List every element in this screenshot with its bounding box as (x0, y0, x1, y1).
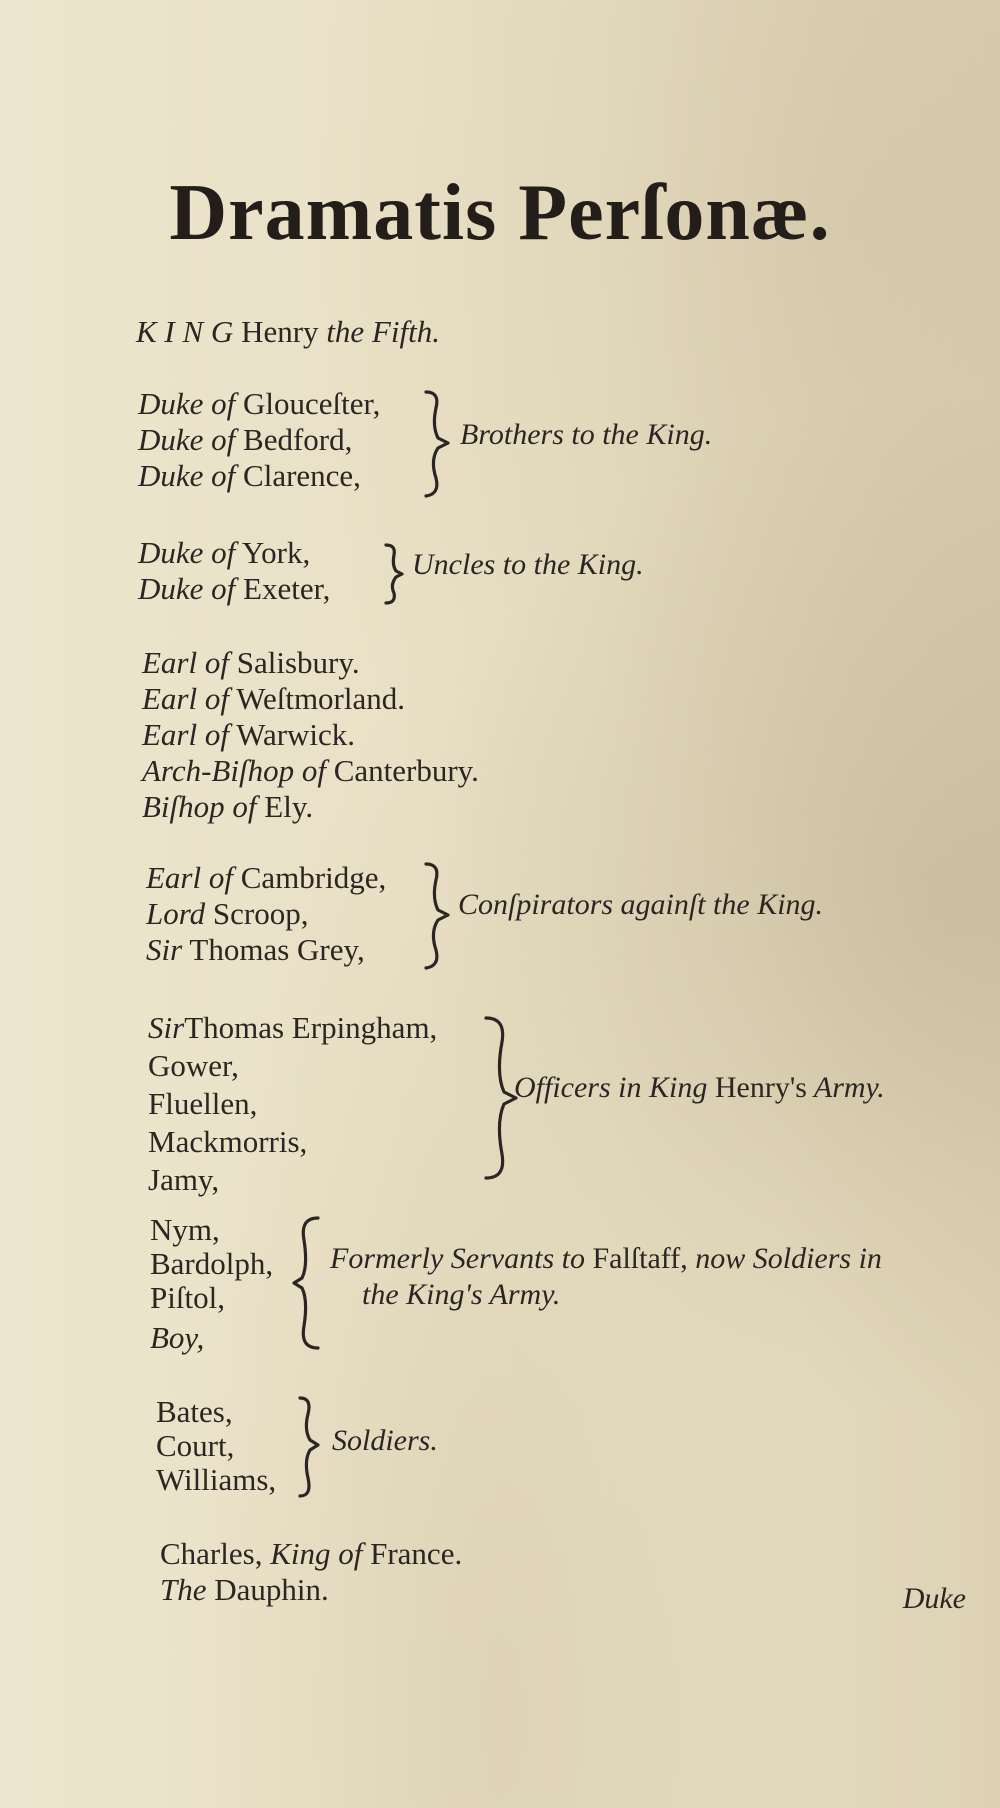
cast-title: Earl of (146, 860, 233, 895)
cast-name: Thomas Grey, (189, 932, 365, 967)
cast-name: Exeter, (243, 571, 331, 606)
cast-line (148, 1086, 257, 1122)
brace-glyph (378, 541, 406, 607)
cast-name: Jamy, (148, 1162, 220, 1197)
cast-title: The (160, 1572, 207, 1607)
cast-name: Boy, (150, 1320, 205, 1355)
cast-line (138, 571, 330, 607)
king-label: K I N G (136, 314, 234, 349)
group-note-uncles: Uncles to the King. (412, 548, 644, 581)
cast-name: Glouceſter, (243, 386, 381, 421)
cast-title: Arch-Biſhop of (142, 753, 326, 788)
brace-glyph (416, 858, 456, 972)
group-note-servants-line1 (330, 1242, 882, 1276)
cast-name: Nym, (150, 1212, 220, 1247)
cast-name: Ely. (264, 789, 314, 824)
cast-title: Earl of (142, 717, 229, 752)
cast-line (138, 535, 310, 571)
cast-line (150, 1280, 225, 1316)
cast-title: King of (270, 1536, 363, 1571)
cast-line (156, 1394, 233, 1430)
brace-glyph (416, 386, 456, 500)
note-text: Army. (813, 1071, 885, 1104)
cast-name: Bardolph, (150, 1246, 274, 1281)
cast-name: Piſtol, (150, 1280, 225, 1315)
cast-place: France. (370, 1536, 463, 1571)
cast-name: Weſtmorland. (236, 681, 406, 716)
cast-title: Biſhop of (142, 789, 257, 824)
cast-line (156, 1428, 234, 1464)
cast-name: Thomas Erpingham, (184, 1010, 438, 1045)
note-text: Formerly Servants to (330, 1242, 585, 1275)
cast-title: Duke of (138, 386, 236, 421)
cast-line (160, 1536, 462, 1572)
cast-title: Lord (146, 896, 206, 931)
cast-title: Duke of (138, 535, 236, 570)
cast-name: Dauphin. (214, 1572, 329, 1607)
cast-name: Williams, (156, 1462, 277, 1497)
note-name: Falſtaff, (592, 1242, 688, 1275)
note-text: Officers in King (514, 1071, 708, 1104)
cast-title: Sir (148, 1010, 185, 1045)
cast-line (142, 717, 355, 753)
king-line (136, 314, 440, 350)
cast-line (138, 422, 352, 458)
king-epithet: the Fifth. (326, 314, 440, 349)
cast-line (150, 1320, 204, 1356)
cast-line (148, 1162, 219, 1198)
cast-name: Mackmorris, (148, 1124, 308, 1159)
cast-line (156, 1462, 276, 1498)
cast-line (142, 681, 405, 717)
cast-name: Scroop, (212, 896, 309, 931)
group-note-brothers: Brothers to the King. (460, 418, 713, 451)
cast-line (138, 386, 380, 422)
cast-title: Duke of (138, 458, 236, 493)
brace-glyph (290, 1212, 330, 1354)
king-name: Henry (241, 314, 319, 349)
cast-title: Duke of (138, 422, 236, 457)
cast-name: Salisbury. (236, 645, 360, 680)
cast-line (142, 789, 313, 825)
cast-line (160, 1572, 329, 1608)
cast-name: Gower, (148, 1048, 239, 1083)
cast-name: York, (241, 535, 311, 570)
cast-line (146, 896, 308, 932)
group-note-soldiers: Soldiers. (332, 1424, 438, 1457)
cast-name: Clarence, (243, 458, 361, 493)
cast-name: Charles, (160, 1536, 263, 1571)
cast-name: Cambridge, (240, 860, 387, 895)
cast-name: Court, (156, 1428, 235, 1463)
catchword: Duke (902, 1582, 966, 1615)
cast-line (150, 1246, 273, 1282)
cast-line (146, 932, 365, 968)
cast-line (148, 1048, 239, 1084)
cast-line (150, 1212, 220, 1248)
cast-title: Earl of (142, 681, 229, 716)
cast-title: Duke of (138, 571, 236, 606)
cast-name: Canterbury. (333, 753, 479, 788)
cast-line (148, 1010, 437, 1046)
group-note-servants-line2: the King's Army. (362, 1278, 561, 1311)
cast-title: Earl of (142, 645, 229, 680)
cast-line (146, 860, 386, 896)
cast-title: Sir (146, 932, 183, 967)
cast-line (138, 458, 361, 494)
group-note-conspirators: Conſpirators againſt the King. (458, 888, 824, 921)
brace-glyph (290, 1392, 324, 1502)
group-note-officers (514, 1071, 885, 1105)
page-title: Dramatis Perſonæ. (169, 169, 831, 257)
cast-name: Warwick. (236, 717, 356, 752)
note-text: now Soldiers in (695, 1242, 882, 1275)
cast-name: Fluellen, (148, 1086, 258, 1121)
cast-name: Bedford, (243, 422, 353, 457)
cast-name: Bates, (156, 1394, 233, 1429)
cast-line (142, 645, 360, 681)
note-name: Henry's (714, 1071, 807, 1104)
cast-line (142, 753, 479, 789)
cast-line (148, 1124, 307, 1160)
